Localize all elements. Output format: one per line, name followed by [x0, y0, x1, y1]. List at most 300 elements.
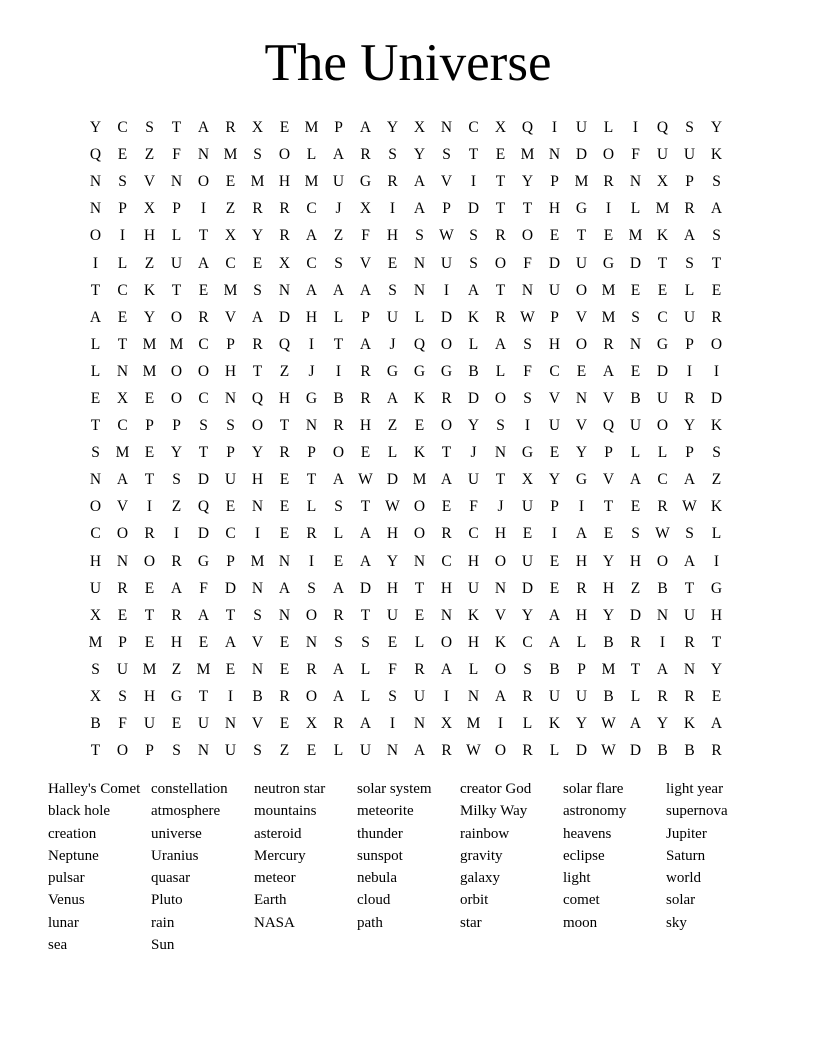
- grid-row: [82, 412, 730, 439]
- grid-letter: E: [117, 146, 128, 164]
- grid-letter: D: [710, 389, 723, 407]
- grid-letter: U: [575, 688, 588, 706]
- grid-letter: C: [522, 633, 533, 651]
- grid-letter: U: [521, 498, 534, 516]
- grid-letter: I: [470, 173, 477, 191]
- word-bank-item: lunar: [48, 914, 79, 931]
- grid-letter: R: [657, 688, 668, 706]
- grid-letter: G: [575, 200, 588, 218]
- grid-letter: I: [686, 362, 693, 380]
- grid-letter: E: [279, 525, 290, 543]
- grid-letter: I: [659, 633, 666, 651]
- grid-letter: M: [223, 146, 238, 164]
- word-bank-item: universe: [151, 825, 202, 842]
- grid-letter: I: [632, 119, 639, 137]
- word-bank-item: black hole: [48, 803, 111, 820]
- grid-row: [82, 222, 730, 249]
- grid-letter: P: [604, 444, 613, 462]
- grid-letter: T: [441, 444, 452, 462]
- grid-letter: D: [359, 579, 372, 597]
- grid-letter: R: [306, 525, 317, 543]
- grid-letter: H: [278, 389, 291, 407]
- grid-letter: Y: [575, 715, 588, 733]
- word-bank-item: Venus: [48, 892, 85, 909]
- grid-letter: M: [115, 444, 130, 462]
- grid-letter: E: [198, 281, 209, 299]
- grid-letter: N: [494, 579, 507, 597]
- word-bank-item: heavens: [563, 825, 612, 842]
- grid-letter: R: [360, 146, 371, 164]
- grid-row: [82, 385, 730, 412]
- grid-letter: S: [685, 119, 694, 137]
- grid-letter: U: [467, 579, 480, 597]
- grid-letter: H: [467, 633, 480, 651]
- grid-letter: E: [279, 660, 290, 678]
- grid-letter: V: [494, 606, 507, 624]
- grid-letter: E: [90, 389, 101, 407]
- grid-letter: C: [468, 119, 479, 137]
- grid-letter: G: [170, 688, 183, 706]
- grid-letter: F: [523, 362, 532, 380]
- grid-letter: E: [144, 389, 155, 407]
- grid-letter: T: [252, 362, 263, 380]
- grid-letter: N: [494, 444, 507, 462]
- grid-letter: A: [710, 200, 723, 218]
- grid-letter: D: [467, 200, 480, 218]
- grid-letter: R: [198, 308, 209, 326]
- grid-letter: E: [576, 362, 587, 380]
- word-bank-item: NASA: [254, 914, 295, 931]
- grid-letter: E: [657, 281, 668, 299]
- grid-letter: V: [359, 254, 372, 272]
- grid-letter: O: [170, 389, 183, 407]
- grid-letter: E: [630, 362, 641, 380]
- grid-letter: S: [334, 254, 343, 272]
- grid-letter: V: [602, 389, 615, 407]
- grid-letter: C: [468, 525, 479, 543]
- grid-letter: D: [278, 308, 291, 326]
- grid-letter: B: [333, 389, 344, 407]
- word-bank-item: path: [357, 914, 383, 931]
- grid-letter: L: [171, 227, 182, 245]
- grid-letter: B: [252, 688, 263, 706]
- grid-letter: P: [685, 335, 694, 353]
- grid-letter: X: [413, 119, 426, 137]
- grid-letter: B: [90, 715, 101, 733]
- grid-letter: H: [575, 552, 588, 570]
- grid-letter: A: [170, 579, 183, 597]
- word-bank-item: solar system: [357, 781, 432, 797]
- grid-row: [82, 466, 730, 493]
- grid-letter: U: [548, 688, 561, 706]
- grid-letter: T: [144, 471, 155, 489]
- grid-letter: L: [468, 335, 479, 353]
- grid-letter: T: [306, 471, 317, 489]
- grid-letter: I: [713, 552, 720, 570]
- grid-letter: R: [603, 173, 614, 191]
- grid-letter: F: [388, 660, 397, 678]
- grid-letter: H: [278, 173, 291, 191]
- grid-letter: X: [89, 606, 102, 624]
- grid-letter: U: [548, 281, 561, 299]
- grid-letter: V: [602, 471, 615, 489]
- grid-letter: E: [225, 173, 236, 191]
- grid-letter: M: [142, 362, 157, 380]
- grid-letter: Y: [683, 417, 696, 435]
- grid-letter: T: [360, 498, 371, 516]
- grid-letter: O: [494, 254, 507, 272]
- grid-letter: Q: [89, 146, 102, 164]
- grid-letter: G: [521, 444, 534, 462]
- grid-letter: X: [224, 227, 237, 245]
- grid-letter: G: [413, 362, 426, 380]
- grid-letter: U: [413, 688, 426, 706]
- grid-letter: P: [334, 119, 343, 137]
- grid-letter: O: [251, 417, 264, 435]
- grid-letter: A: [359, 119, 372, 137]
- grid-letter: Q: [197, 498, 210, 516]
- grid-letter: A: [548, 633, 561, 651]
- grid-letter: R: [576, 579, 587, 597]
- grid-letter: J: [497, 498, 504, 516]
- grid-letter: D: [224, 579, 237, 597]
- grid-letter: R: [279, 200, 290, 218]
- grid-letter: S: [631, 525, 640, 543]
- grid-letter: A: [224, 633, 237, 651]
- grid-letter: E: [522, 525, 533, 543]
- grid-letter: F: [523, 254, 532, 272]
- word-bank-item: mountains: [254, 803, 317, 820]
- grid-letter: K: [143, 281, 156, 299]
- grid-letter: E: [306, 742, 317, 760]
- grid-letter: L: [360, 688, 371, 706]
- grid-letter: J: [470, 444, 477, 462]
- grid-letter: E: [225, 660, 236, 678]
- grid-letter: Y: [143, 308, 156, 326]
- grid-letter: N: [305, 417, 318, 435]
- grid-letter: V: [251, 633, 264, 651]
- word-bank-item: Milky Way: [460, 803, 528, 820]
- grid-letter: N: [197, 146, 210, 164]
- grid-letter: O: [89, 227, 102, 245]
- grid-letter: P: [172, 417, 181, 435]
- grid-letter: Z: [171, 498, 182, 516]
- grid-letter: S: [91, 444, 100, 462]
- grid-letter: M: [223, 281, 238, 299]
- grid-letter: O: [494, 660, 507, 678]
- grid-letter: E: [279, 119, 290, 137]
- grid-letter: T: [171, 119, 182, 137]
- grid-letter: I: [551, 119, 558, 137]
- word-bank-item: Sun: [151, 937, 175, 954]
- grid-letter: A: [332, 146, 345, 164]
- grid-letter: X: [305, 715, 318, 733]
- grid-letter: W: [439, 227, 454, 245]
- grid-letter: A: [197, 606, 210, 624]
- grid-letter: G: [656, 335, 669, 353]
- grid-letter: A: [278, 579, 291, 597]
- grid-letter: I: [173, 525, 180, 543]
- grid-letter: L: [414, 308, 425, 326]
- grid-row: [82, 656, 730, 683]
- grid-letter: T: [360, 606, 371, 624]
- grid-letter: A: [629, 715, 642, 733]
- grid-letter: M: [250, 552, 265, 570]
- grid-letter: W: [466, 742, 481, 760]
- grid-letter: P: [145, 742, 154, 760]
- grid-letter: H: [494, 525, 507, 543]
- grid-letter: S: [712, 173, 721, 191]
- word-bank-item: moon: [563, 914, 598, 931]
- grid-letter: C: [198, 335, 209, 353]
- grid-letter: H: [629, 552, 642, 570]
- grid-letter: E: [117, 606, 128, 624]
- grid-letter: T: [198, 688, 209, 706]
- grid-letter: E: [279, 715, 290, 733]
- grid-letter: A: [629, 471, 642, 489]
- grid-letter: T: [90, 281, 101, 299]
- grid-letter: H: [89, 552, 102, 570]
- grid-letter: D: [467, 389, 480, 407]
- grid-letter: X: [656, 173, 669, 191]
- grid-letter: A: [494, 688, 507, 706]
- grid-letter: S: [496, 417, 505, 435]
- grid-letter: Z: [387, 417, 398, 435]
- grid-letter: I: [551, 525, 558, 543]
- grid-letter: U: [116, 660, 129, 678]
- word-bank-item: Uranius: [151, 847, 199, 864]
- grid-letter: M: [88, 633, 103, 651]
- grid-letter: L: [333, 742, 344, 760]
- grid-letter: P: [118, 200, 127, 218]
- grid-letter: N: [116, 362, 129, 380]
- grid-letter: Y: [170, 444, 183, 462]
- grid-letter: A: [359, 335, 372, 353]
- grid-letter: S: [145, 119, 154, 137]
- word-bank-item: nebula: [357, 870, 397, 887]
- grid-letter: Y: [548, 471, 561, 489]
- grid-letter: N: [251, 660, 264, 678]
- grid-letter: C: [117, 281, 128, 299]
- grid-letter: O: [521, 227, 534, 245]
- grid-letter: T: [333, 335, 344, 353]
- grid-letter: O: [170, 308, 183, 326]
- grid-letter: U: [170, 254, 183, 272]
- grid-letter: E: [225, 498, 236, 516]
- grid-letter: F: [361, 227, 370, 245]
- grid-letter: T: [279, 417, 290, 435]
- grid-letter: R: [441, 389, 452, 407]
- grid-letter: T: [630, 660, 641, 678]
- grid-letter: B: [549, 660, 560, 678]
- grid-letter: E: [279, 633, 290, 651]
- grid-letter: V: [440, 173, 453, 191]
- grid-letter: A: [332, 471, 345, 489]
- grid-letter: I: [146, 498, 153, 516]
- grid-letter: L: [360, 660, 371, 678]
- grid-letter: W: [601, 742, 616, 760]
- grid-letter: W: [520, 308, 535, 326]
- word-bank-item: constellation: [151, 781, 228, 797]
- grid-letter: Y: [656, 715, 669, 733]
- grid-letter: S: [685, 525, 694, 543]
- grid-letter: L: [468, 660, 479, 678]
- grid-letter: A: [683, 227, 696, 245]
- grid-letter: R: [684, 389, 695, 407]
- grid-letter: S: [712, 227, 721, 245]
- grid-letter: P: [361, 308, 370, 326]
- grid-letter: X: [116, 389, 129, 407]
- word-bank-item: orbit: [460, 892, 489, 909]
- grid-letter: I: [335, 362, 342, 380]
- grid-letter: E: [603, 227, 614, 245]
- word-bank-item: supernova: [666, 803, 728, 820]
- grid-letter: V: [116, 498, 129, 516]
- grid-letter: O: [197, 362, 210, 380]
- grid-letter: H: [359, 417, 372, 435]
- grid-letter: K: [494, 633, 507, 651]
- word-bank-item: thunder: [357, 825, 403, 842]
- grid-letter: M: [196, 660, 211, 678]
- grid-letter: E: [549, 579, 560, 597]
- grid-letter: P: [226, 444, 235, 462]
- grid-letter: N: [278, 552, 291, 570]
- grid-letter: H: [548, 335, 561, 353]
- grid-letter: A: [575, 525, 588, 543]
- grid-letter: R: [171, 552, 182, 570]
- grid-letter: O: [494, 742, 507, 760]
- grid-letter: D: [629, 254, 642, 272]
- grid-letter: V: [575, 308, 588, 326]
- grid-letter: G: [197, 552, 210, 570]
- grid-letter: E: [198, 633, 209, 651]
- grid-letter: P: [685, 173, 694, 191]
- grid-letter: P: [172, 200, 181, 218]
- grid-row: [82, 168, 730, 195]
- grid-letter: U: [683, 606, 696, 624]
- grid-letter: Y: [710, 660, 723, 678]
- word-bank-item: creator God: [460, 781, 532, 797]
- grid-letter: I: [227, 688, 234, 706]
- grid-row: [82, 331, 730, 358]
- grid-letter: P: [685, 444, 694, 462]
- grid-letter: W: [385, 498, 400, 516]
- grid-letter: K: [656, 227, 669, 245]
- grid-letter: K: [413, 444, 426, 462]
- grid-letter: E: [630, 498, 641, 516]
- grid-letter: N: [386, 742, 399, 760]
- word-bank-item: Halley's Comet: [48, 781, 141, 797]
- grid-letter: T: [117, 335, 128, 353]
- grid-letter: N: [224, 715, 237, 733]
- grid-letter: I: [389, 200, 396, 218]
- grid-letter: N: [413, 281, 426, 299]
- grid-letter: L: [522, 715, 533, 733]
- grid-letter: F: [631, 146, 640, 164]
- grid-letter: S: [334, 633, 343, 651]
- grid-letter: Y: [251, 227, 264, 245]
- grid-letter: F: [199, 579, 208, 597]
- grid-letter: E: [495, 146, 506, 164]
- grid-letter: V: [224, 308, 237, 326]
- grid-letter: K: [467, 308, 480, 326]
- grid-letter: G: [359, 173, 372, 191]
- grid-letter: U: [386, 308, 399, 326]
- grid-letter: P: [118, 633, 127, 651]
- grid-letter: S: [631, 308, 640, 326]
- word-bank-item: pulsar: [48, 870, 85, 887]
- grid-letter: N: [170, 173, 183, 191]
- grid-letter: I: [254, 525, 261, 543]
- grid-letter: Y: [413, 146, 426, 164]
- grid-letter: O: [143, 552, 156, 570]
- grid-letter: T: [576, 227, 587, 245]
- grid-letter: L: [711, 525, 722, 543]
- grid-letter: H: [602, 579, 615, 597]
- grid-letter: L: [387, 444, 398, 462]
- word-bank-item: light year: [666, 781, 724, 797]
- grid-letter: Z: [279, 362, 290, 380]
- word-bank-item: Earth: [254, 892, 287, 909]
- grid-letter: J: [308, 362, 315, 380]
- grid-letter: M: [655, 200, 670, 218]
- grid-letter: R: [495, 308, 506, 326]
- grid-letter: M: [574, 173, 589, 191]
- grid-letter: R: [684, 200, 695, 218]
- grid-letter: L: [630, 688, 641, 706]
- grid-letter: R: [333, 417, 344, 435]
- grid-letter: T: [603, 498, 614, 516]
- grid-letter: S: [469, 254, 478, 272]
- grid-letter: P: [307, 444, 316, 462]
- grid-row: [82, 629, 730, 656]
- grid-letter: L: [630, 200, 641, 218]
- grid-letter: O: [305, 688, 318, 706]
- grid-letter: H: [170, 633, 183, 651]
- grid-letter: A: [413, 200, 426, 218]
- grid-letter: H: [386, 525, 399, 543]
- grid-letter: P: [226, 552, 235, 570]
- grid-letter: E: [360, 444, 371, 462]
- grid-letter: R: [387, 173, 398, 191]
- grid-letter: Z: [630, 579, 641, 597]
- grid-letter: T: [495, 173, 506, 191]
- grid-letter: L: [549, 742, 560, 760]
- grid-letter: B: [603, 688, 614, 706]
- grid-letter: A: [440, 660, 453, 678]
- grid-letter: S: [118, 173, 127, 191]
- grid-letter: A: [89, 308, 102, 326]
- grid-letter: F: [118, 715, 127, 733]
- grid-letter: U: [683, 308, 696, 326]
- grid-letter: N: [413, 254, 426, 272]
- grid-letter: X: [143, 200, 156, 218]
- grid-letter: K: [710, 498, 723, 516]
- grid-letter: P: [145, 417, 154, 435]
- grid-letter: A: [251, 308, 264, 326]
- grid-letter: E: [549, 227, 560, 245]
- grid-letter: Q: [413, 335, 426, 353]
- grid-letter: D: [575, 742, 588, 760]
- grid-letter: L: [306, 498, 317, 516]
- grid-letter: A: [467, 281, 480, 299]
- grid-letter: V: [143, 173, 156, 191]
- grid-letter: N: [197, 742, 210, 760]
- grid-letter: R: [333, 606, 344, 624]
- grid-letter: G: [386, 362, 399, 380]
- grid-letter: N: [548, 146, 561, 164]
- grid-letter: W: [655, 525, 670, 543]
